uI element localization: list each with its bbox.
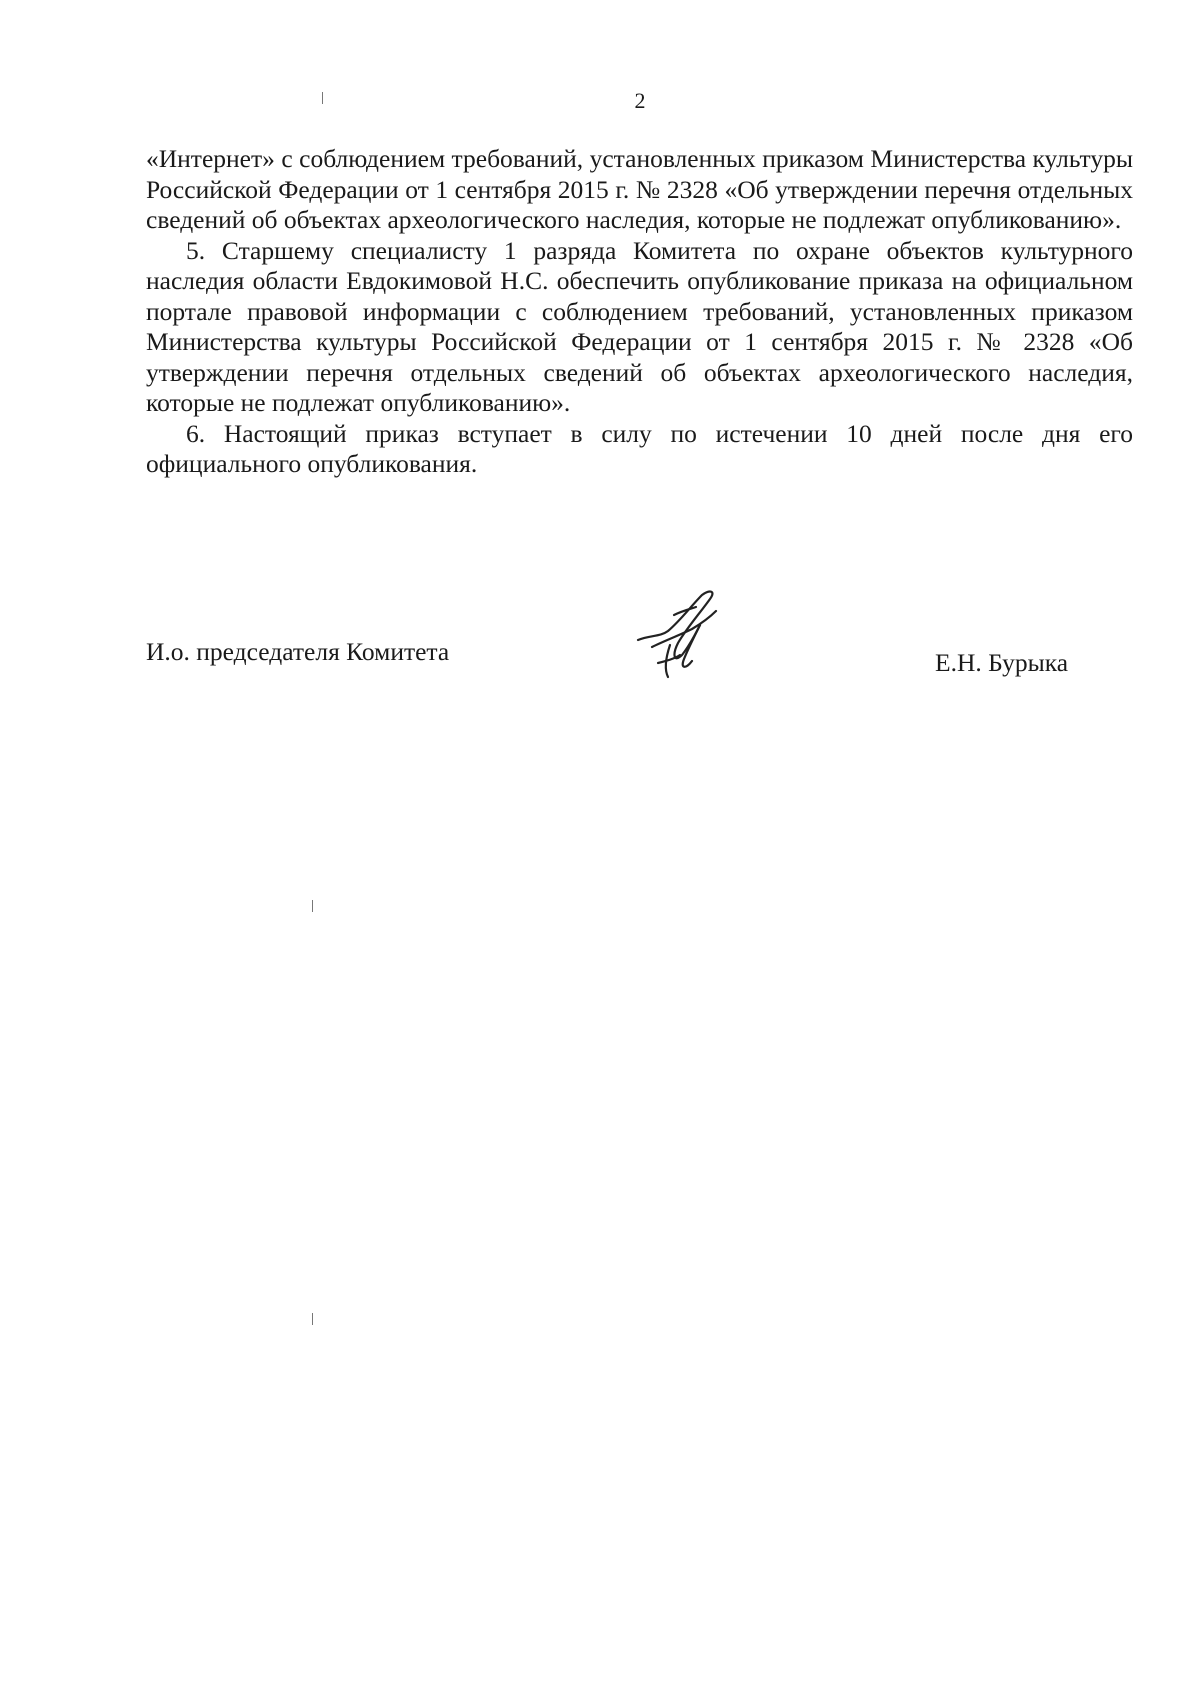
scan-mark-middle (312, 900, 313, 912)
document-body (146, 144, 1133, 480)
handwritten-signature-icon (630, 585, 740, 685)
signatory-name: Е.Н. Бурыка (935, 648, 1069, 677)
paragraph-item-5: 5. Старшему специалисту 1 разряда Комитета по охране объектов культурного наследия области Евдокимовой Н.С. обеспечить опубликование приказа на официальном портале правовой информации с соблюдением требований, установленных приказом Министерства культуры Российской Федерации от 1 сентября 2015 г. № 2328 «Об утверждении перечня отдельных сведений об объектах археологического наследия, которые не подлежат опубликованию». (146, 235, 1133, 417)
scan-mark-bottom (312, 1313, 313, 1325)
page-number: 2 (634, 88, 646, 113)
scan-mark-top (322, 92, 323, 104)
signatory-title: И.о. председателя Комитета (146, 637, 450, 666)
paragraph-continuation: «Интернет» с соблюдением требований, установленных приказом Министерства культуры Российской Федерации от 1 сентября 2015 г. № 2328 «Об утверждении перечня отдельных сведений об объектах археологического наследия, которые не подлежат опубликованию». (146, 144, 1133, 234)
paragraph-item-6: 6. Настоящий приказ вступает в силу по истечении 10 дней после дня его официального опубликования. (146, 418, 1133, 478)
